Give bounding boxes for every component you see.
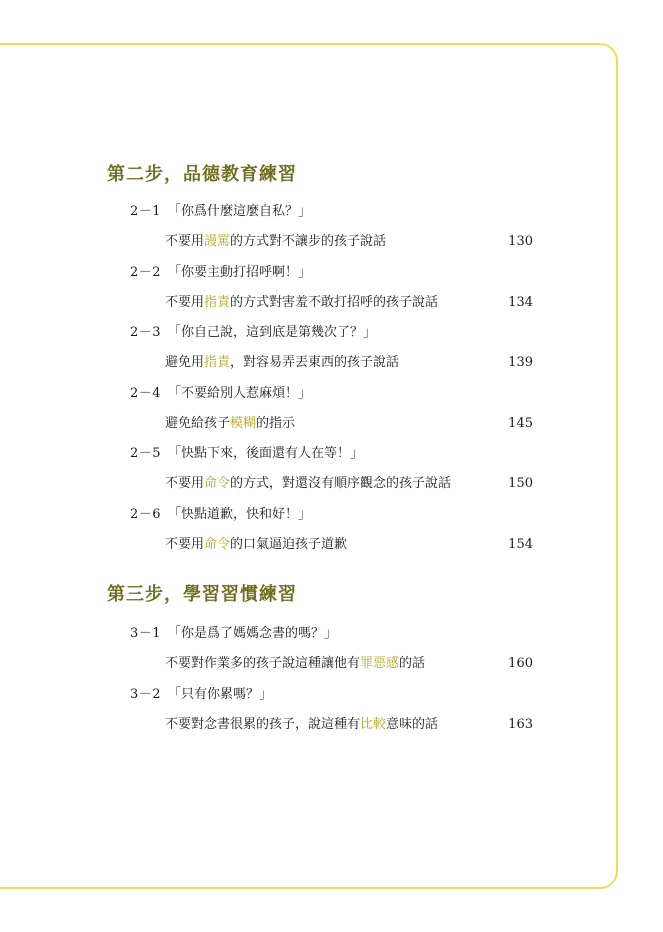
entry-description — [165, 717, 438, 733]
page-number: 154 — [508, 536, 533, 552]
entry-number: 2－2 — [130, 264, 162, 280]
description-text: 不要用 — [165, 234, 205, 249]
page-number: 150 — [508, 476, 533, 491]
highlighted-keyword: 命令 — [204, 536, 231, 552]
description-text: 的口氣逼迫孩子道歉 — [230, 536, 348, 552]
description-text: 的方式，對還沒有順序觀念的孩子說話 — [230, 476, 452, 491]
page-number: 163 — [508, 716, 533, 732]
description-text: 意味的話 — [386, 716, 439, 732]
highlighted-keyword: 謾罵 — [204, 234, 231, 249]
entry-number: 2－3 — [130, 325, 162, 340]
description-text: 的方式對不讓步的孩子說話 — [230, 234, 387, 249]
description-text: 不要用 — [165, 536, 205, 552]
description-text: 不要對念書很累的孩子，說這種有 — [165, 716, 361, 732]
highlighted-keyword: 模糊 — [230, 415, 257, 431]
page-number: 160 — [508, 656, 533, 671]
entry-quote: 「你自己說，這到底是第幾次了？」 — [168, 325, 377, 340]
entry-quote: 「快點道歉，快和好！」 — [168, 506, 312, 522]
entry-number: 3－2 — [130, 686, 162, 702]
page-number: 130 — [508, 234, 533, 249]
entry-description — [165, 476, 451, 492]
entry-number: 2－6 — [130, 506, 162, 522]
description-text: 避免給孩子 — [165, 415, 231, 431]
entry-number: 3－1 — [130, 626, 162, 641]
entry-quote: 「你爲什麼這麼自私？」 — [168, 204, 312, 219]
entry-number: 2－1 — [130, 204, 162, 219]
entry-quote: 「只有你累嗎？」 — [168, 686, 273, 702]
description-text: 不要用 — [165, 294, 205, 310]
entry-quote: 「你是爲了媽媽念書的嗎？」 — [168, 626, 338, 641]
highlighted-keyword: 命令 — [204, 476, 231, 491]
entry-description — [165, 355, 399, 371]
description-text: 不要用 — [165, 476, 205, 491]
entry-number: 2－4 — [130, 385, 162, 401]
entry-number: 2－5 — [130, 446, 162, 461]
entry-description — [165, 416, 295, 432]
description-text: 避免用 — [165, 355, 205, 370]
entry-description — [165, 537, 347, 553]
description-text: 的方式對害羞不敢打招呼的孩子說話 — [230, 294, 439, 310]
entry-description — [165, 295, 438, 311]
entry-description — [165, 656, 425, 672]
highlighted-keyword: 指責 — [204, 294, 231, 310]
section-title: 第二步，品德教育練習 — [107, 164, 297, 185]
entry-description — [165, 234, 386, 250]
section-title: 第三步，學習習慣練習 — [107, 584, 297, 605]
description-text: 的話 — [399, 656, 426, 671]
highlighted-keyword: 指責 — [204, 355, 231, 370]
description-text: 不要對作業多的孩子說這種讓他有 — [165, 656, 361, 671]
description-text: ，對容易弄丟東西的孩子說話 — [230, 355, 400, 370]
page-frame-border — [0, 43, 618, 889]
description-text: 的指示 — [256, 415, 296, 431]
page-number: 134 — [508, 294, 533, 310]
page-number: 145 — [508, 415, 533, 431]
page-number: 139 — [508, 355, 533, 370]
entry-quote: 「你要主動打招呼啊！」 — [168, 264, 312, 280]
highlighted-keyword: 罪惡感 — [360, 656, 400, 671]
entry-quote: 「快點下來，後面還有人在等！」 — [168, 446, 364, 461]
entry-quote: 「不要給別人惹麻煩！」 — [168, 385, 312, 401]
highlighted-keyword: 比較 — [360, 716, 387, 732]
